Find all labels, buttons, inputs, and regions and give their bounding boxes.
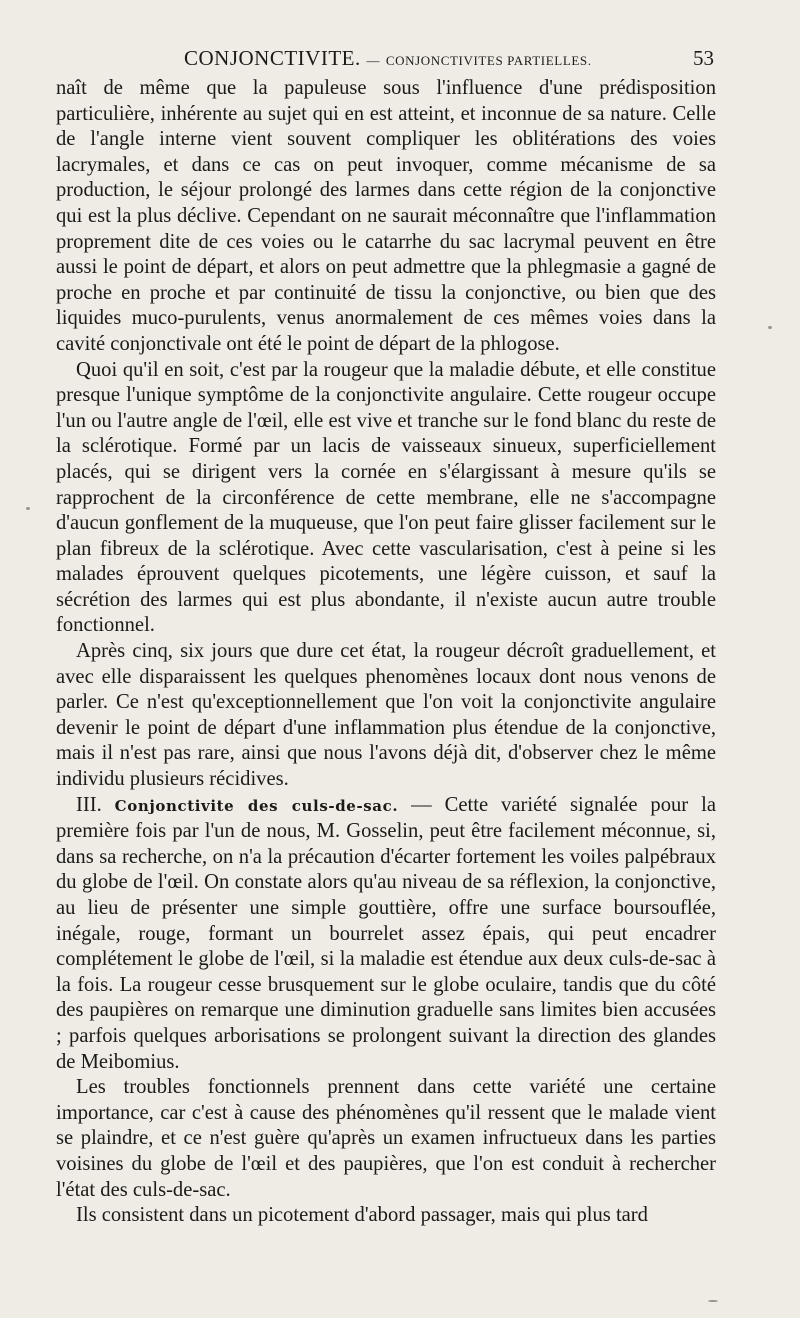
paragraph-2: Quoi qu'il en soit, c'est par la rougeur que la maladie débute, et elle constitue presque l'unique symptôme de la conjonctivite angulaire. Cette rougeur occupe l'un ou l'autre angle de l'œil, elle est vive et tranche sur le fond blanc du reste de la sclérotique. Formé par un lacis de vaisseaux sinueux, superficiellement placés, qui se dirigent vers la cornée en s'élargissant à mesure qu'ils se rapprochent de la circonférence de cette membrane, elle ne s'accompagne d'aucun gonflement de la muqueuse, que l'on peut faire glisser facilement sur le plan fibreux de la sclérotique. Avec cette vascularisation, c'est à peine si les malades éprouvent quelques picotements, une légère cuisson, et sauf la sécrétion des larmes qui est plus abondante, il n'existe aucun autre trouble fonctionnel. [56, 358, 716, 637]
running-title-sub: CONJONCTIVITES PARTIELLES. [385, 53, 592, 68]
running-title-main: CONJONCTIVITE. [184, 46, 361, 70]
paragraph-6: Ils consistent dans un picotement d'abord passager, mais qui plus tard [76, 1204, 648, 1227]
section-body: — Cette variété signalée pour la première fois par l'un de nous, M. Gosselin, peut être facilement méconnue, si, dans sa recherche, on n'a la précaution d'écarter fortement les voiles palpébraux du globe de l'œil. On constate alors qu'au niveau de sa réflexion, la conjonctive, au lieu de présenter une simple gouttière, offre une surface boursouflée, inégale, rouge, formant un bourrelet assez épais, qui peut encadrer complétement le globe de l'œil, si la maladie est étendue aux deux culs-de-sac à la fois. La rougeur cesse brusquement sur le globe oculaire, tandis que du côté des paupières on remarque une diminution graduelle sans limites bien accusées ; parfois quelques arborisations se prolongent suivant la direction des glandes de Meibomius. [56, 793, 716, 1073]
body-text [56, 76, 716, 1229]
paragraph-5: Les troubles fonctionnels prennent dans cette variété une certaine importance, car c'est à cause des phénomènes qu'il ressent que le malade vient se plaindre, et ce n'est guère qu'après un examen infructueux dans les parties voisines du globe de l'œil et des paupières, que l'on est conduit à rechercher l'état des culs-de-sac. [56, 1076, 716, 1201]
paper-speck [708, 1300, 718, 1302]
paragraph-4 [56, 793, 716, 1076]
section-number: III. [76, 793, 102, 816]
running-head [56, 42, 716, 76]
book-page [56, 42, 716, 1229]
paragraph-1: naît de même que la papuleuse sous l'influence d'une prédisposition particulière, inhérente au sujet qui en est atteint, et inconnue de sa nature. Celle de l'angle interne vient souvent compliquer les oblitérations des voies lacrymales, et dans ce cas on peut invoquer, comme mécanisme de sa production, le séjour prolongé des larmes dans cette région de la conjonctive qui est la plus déclive. Cependant on ne saurait méconnaître que l'inflammation proprement dite de ces voies ou le catarrhe du sac lacrymal peuvent en être aussi le point de départ, et alors on peut admettre que la phlegmasie a gagné de proche en proche et par continuité de tissu la conjonctive, ou bien que des liquides muco-purulents, venus anormalement de ces mêmes voies dans la cavité conjonctivale ont été le point de départ de la phlogose. [56, 77, 716, 355]
paragraph-3: Après cinq, six jours que dure cet état, la rougeur décroît graduellement, et avec elle disparaissent les quelques phenomènes locaux dont nous venons de parler. Ce n'est qu'exceptionnellement que l'on voit la conjonctivite angulaire devenir le point de départ d'une inflammation plus étendue de la conjonctive, mais il n'est pas rare, ainsi que nous l'avons déjà dit, d'observer chez le même individu plusieurs récidives. [56, 640, 716, 791]
page-number: 53 [693, 46, 714, 70]
running-title-dash: — [366, 53, 381, 68]
section-heading: Conjonctivite des culs-de-sac. [114, 796, 399, 815]
running-title [184, 46, 592, 71]
paper-speck [26, 507, 30, 510]
paper-speck [768, 326, 772, 329]
